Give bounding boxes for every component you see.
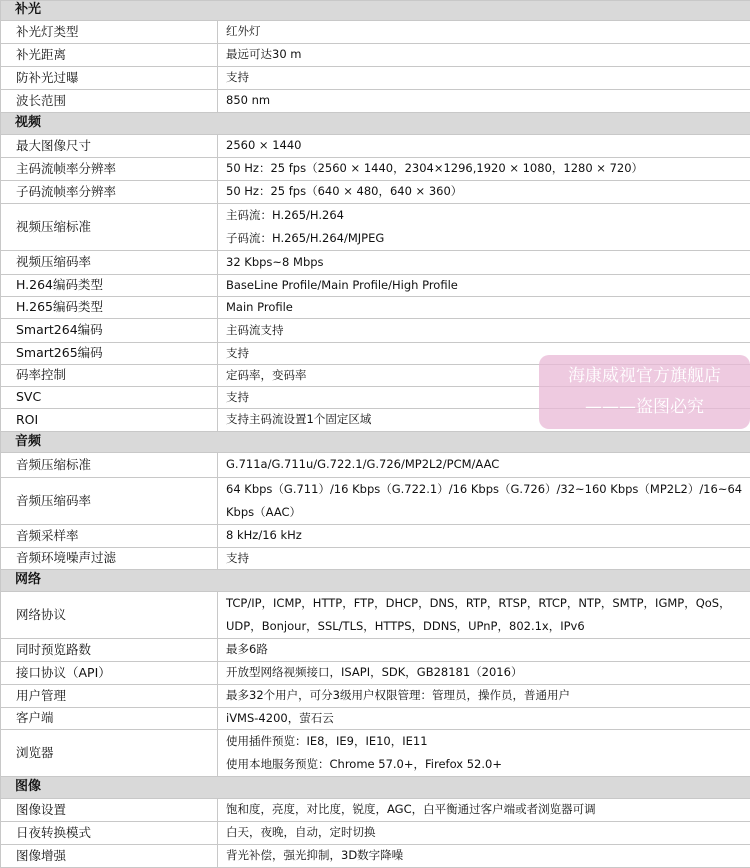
value-line: 64 Kbps（G.711）/16 Kbps（G.722.1）/16 Kbps（G.726）/32~160 Kbps（MP2L2）/16~64 — [226, 478, 750, 501]
row-value — [218, 592, 750, 639]
row-value: 最多6路 — [218, 639, 750, 662]
table-row — [1, 67, 750, 90]
row-label: 音频采样率 — [1, 525, 218, 548]
row-label: 波长范围 — [1, 90, 218, 113]
table-row — [1, 158, 750, 181]
row-label: 码率控制 — [1, 365, 218, 387]
row-label: 网络协议 — [1, 592, 218, 639]
table-row — [1, 44, 750, 67]
row-value: 支持主码流设置1个固定区域 — [218, 409, 750, 432]
section-title: 网络 — [1, 570, 750, 592]
table-row — [1, 275, 750, 297]
row-label: 客户端 — [1, 708, 218, 730]
section-title: 视频 — [1, 113, 750, 135]
row-label: H.265编码类型 — [1, 297, 218, 319]
row-label: 视频压缩码率 — [1, 251, 218, 275]
row-value: 红外灯 — [218, 21, 750, 44]
row-value — [218, 204, 750, 251]
section-header — [1, 432, 750, 453]
table-row — [1, 822, 750, 845]
row-label: 浏览器 — [1, 730, 218, 777]
table-row — [1, 181, 750, 204]
row-label: Smart264编码 — [1, 319, 218, 343]
row-value: 背光补偿，强光抑制，3D数字降噪 — [218, 845, 750, 868]
table-row — [1, 525, 750, 548]
section-title: 图像 — [1, 777, 750, 799]
section-header — [1, 1, 750, 21]
table-row — [1, 685, 750, 708]
row-label: 补光距离 — [1, 44, 218, 67]
row-value: Main Profile — [218, 297, 750, 319]
section-header — [1, 570, 750, 592]
section-header — [1, 777, 750, 799]
row-label: 音频压缩码率 — [1, 478, 218, 525]
table-row — [1, 592, 750, 639]
row-value: BaseLine Profile/Main Profile/High Profile — [218, 275, 750, 297]
value-line: Kbps（AAC） — [226, 501, 750, 524]
table-row — [1, 478, 750, 525]
row-value: 定码率，变码率 — [218, 365, 750, 387]
table-row — [1, 799, 750, 822]
row-value: iVMS-4200，萤石云 — [218, 708, 750, 730]
row-label: 音频环境噪声过滤 — [1, 548, 218, 570]
row-value: 50 Hz：25 fps（2560 × 1440，2304×1296,1920 × 1080，1280 × 720） — [218, 158, 750, 181]
row-label: 防补光过曝 — [1, 67, 218, 90]
section-title: 音频 — [1, 432, 750, 453]
row-label: 最大图像尺寸 — [1, 135, 218, 158]
row-value: 最远可达30 m — [218, 44, 750, 67]
table-row — [1, 453, 750, 478]
row-label: Smart265编码 — [1, 343, 218, 365]
table-row — [1, 662, 750, 685]
row-value: 32 Kbps~8 Mbps — [218, 251, 750, 275]
row-label: ROI — [1, 409, 218, 432]
row-value — [218, 730, 750, 777]
value-line: 子码流：H.265/H.264/MJPEG — [226, 227, 750, 250]
row-value: 50 Hz：25 fps（640 × 480，640 × 360） — [218, 181, 750, 204]
row-value: 主码流支持 — [218, 319, 750, 343]
value-line: 主码流：H.265/H.264 — [226, 204, 750, 227]
table-row — [1, 708, 750, 730]
table-row — [1, 297, 750, 319]
row-label: 子码流帧率分辨率 — [1, 181, 218, 204]
row-label: 同时预览路数 — [1, 639, 218, 662]
row-value: 支持 — [218, 67, 750, 90]
value-line: 使用插件预览：IE8，IE9，IE10，IE11 — [226, 730, 750, 753]
table-row — [1, 845, 750, 868]
row-label: 主码流帧率分辨率 — [1, 158, 218, 181]
value-line: 使用本地服务预览：Chrome 57.0+，Firefox 52.0+ — [226, 753, 750, 776]
table-row — [1, 730, 750, 777]
row-value: 8 kHz/16 kHz — [218, 525, 750, 548]
row-label: 音频压缩标准 — [1, 453, 218, 478]
row-label: 图像设置 — [1, 799, 218, 822]
row-value: 支持 — [218, 387, 750, 409]
row-value: 开放型网络视频接口，ISAPI，SDK，GB28181（2016） — [218, 662, 750, 685]
row-value — [218, 478, 750, 525]
watermark-line: 海康威视官方旗舰店 — [539, 361, 750, 392]
row-label: 接口协议（API） — [1, 662, 218, 685]
row-label: 日夜转换模式 — [1, 822, 218, 845]
value-line: UDP，Bonjour，SSL/TLS，HTTPS，DDNS，UPnP，802.1x，IPv6 — [226, 615, 750, 638]
table-row — [1, 319, 750, 343]
table-row — [1, 90, 750, 113]
row-value: 白天，夜晚，自动，定时切换 — [218, 822, 750, 845]
row-label: 补光灯类型 — [1, 21, 218, 44]
row-value: G.711a/G.711u/G.722.1/G.726/MP2L2/PCM/AAC — [218, 453, 750, 478]
row-value: 最多32个用户，可分3级用户权限管理：管理员，操作员，普通用户 — [218, 685, 750, 708]
row-value: 850 nm — [218, 90, 750, 113]
table-row — [1, 548, 750, 570]
row-value: 饱和度，亮度，对比度，锐度，AGC，白平衡通过客户端或者浏览器可调 — [218, 799, 750, 822]
row-label: 用户管理 — [1, 685, 218, 708]
table-row — [1, 251, 750, 275]
row-label: 图像增强 — [1, 845, 218, 868]
table-row — [1, 21, 750, 44]
table-row — [1, 639, 750, 662]
row-label: H.264编码类型 — [1, 275, 218, 297]
row-value: 支持 — [218, 343, 750, 365]
row-value: 支持 — [218, 548, 750, 570]
watermark-line: ———盗图必究 — [539, 392, 750, 423]
section-header — [1, 113, 750, 135]
table-row — [1, 135, 750, 158]
row-value: 2560 × 1440 — [218, 135, 750, 158]
section-title: 补光 — [1, 1, 750, 21]
row-label: 视频压缩标准 — [1, 204, 218, 251]
row-label: SVC — [1, 387, 218, 409]
watermark — [539, 355, 750, 429]
table-row — [1, 204, 750, 251]
value-line: TCP/IP，ICMP，HTTP，FTP，DHCP，DNS，RTP，RTSP，RTCP，NTP，SMTP，IGMP，QoS， — [226, 592, 750, 615]
